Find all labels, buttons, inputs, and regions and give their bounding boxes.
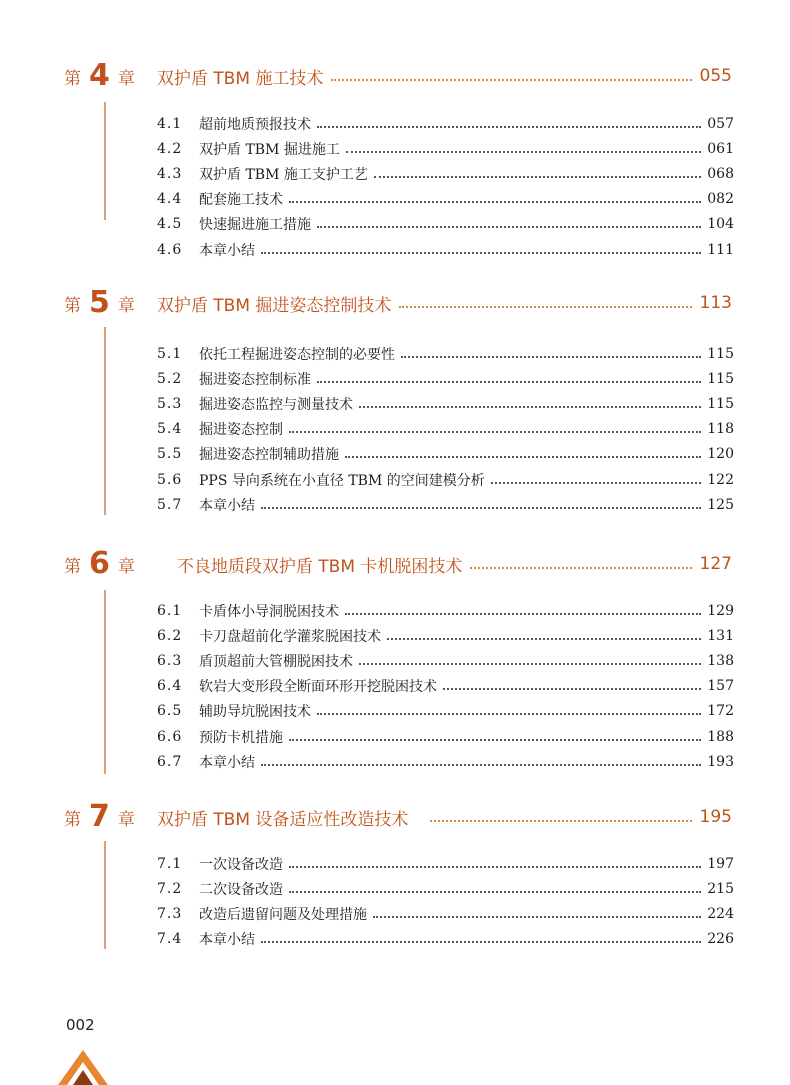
section-number: 7.2	[157, 880, 183, 897]
section-title: 本章小结	[199, 242, 255, 259]
section-page: 226	[707, 931, 734, 948]
leader-dots	[289, 431, 701, 433]
page-number: 002	[66, 1016, 95, 1034]
chapter-prefix: 第	[64, 295, 81, 316]
toc-entry[interactable]	[157, 623, 734, 648]
chapter-suffix: 章	[117, 556, 135, 577]
section-title: 双护盾 TBM 掘进施工	[199, 141, 340, 158]
leader-dots	[317, 226, 701, 228]
section-number: 5.5	[157, 446, 183, 463]
section-page: 122	[707, 471, 734, 488]
leader-dots	[359, 406, 701, 408]
section-page: 138	[707, 652, 734, 669]
leader-dots	[387, 638, 701, 640]
chapter-bar	[104, 102, 106, 220]
section-page: 120	[707, 446, 734, 463]
section-title: 二次设备改造	[199, 881, 283, 898]
leader-dots	[430, 820, 691, 822]
section-title: 双护盾 TBM 施工支护工艺	[199, 166, 368, 183]
leader-dots	[374, 176, 701, 178]
section-page: 115	[707, 395, 734, 412]
section-number: 6.4	[157, 678, 183, 695]
section-page: 111	[707, 241, 734, 258]
chapter-number: 7	[89, 799, 110, 834]
toc-entry[interactable]	[157, 648, 734, 673]
leader-dots	[317, 381, 701, 383]
section-list	[157, 598, 734, 774]
section-number: 7.3	[157, 905, 183, 922]
section-page: 197	[707, 855, 734, 872]
section-page: 115	[707, 345, 734, 362]
leader-dots	[401, 356, 701, 358]
section-list	[157, 851, 734, 952]
section-title: 快速掘进施工措施	[199, 217, 311, 234]
toc-entry[interactable]	[157, 598, 734, 623]
toc-entry[interactable]	[157, 492, 734, 517]
leader-dots	[443, 688, 701, 690]
chapter-4	[64, 58, 734, 259]
chapter-page: 195	[699, 807, 732, 827]
section-page: 104	[707, 216, 734, 233]
section-title: 软岩大变形段全断面环形开挖脱困技术	[199, 679, 437, 696]
section-title: 依托工程掘进姿态控制的必要性	[199, 346, 395, 363]
section-title: 掘进姿态控制	[199, 422, 283, 439]
section-number: 6.6	[157, 728, 183, 745]
chapter-suffix: 章	[117, 809, 135, 830]
chapter-page: 113	[699, 293, 732, 313]
chapter-suffix: 章	[117, 68, 135, 89]
section-number: 6.2	[157, 627, 183, 644]
chapter-number: 4	[89, 58, 110, 93]
chapter-suffix: 章	[117, 295, 135, 316]
toc-entry[interactable]	[157, 417, 734, 442]
toc-entry[interactable]	[157, 674, 734, 699]
toc-entry[interactable]	[157, 161, 734, 186]
toc-entry[interactable]	[157, 136, 734, 161]
leader-dots	[261, 764, 701, 766]
section-title: 辅助导坑脱困技术	[199, 704, 311, 721]
section-page: 131	[707, 627, 734, 644]
toc-entry[interactable]	[157, 724, 734, 749]
chapter-prefix: 第	[64, 68, 81, 89]
toc-entry[interactable]	[157, 212, 734, 237]
chapter-prefix: 第	[64, 809, 81, 830]
chapter-heading[interactable]	[64, 58, 732, 94]
leader-dots	[261, 252, 701, 254]
section-title: 卡盾体小导洞脱困技术	[199, 603, 339, 620]
section-number: 7.1	[157, 855, 183, 872]
leader-dots	[261, 941, 701, 943]
section-title: 本章小结	[199, 754, 255, 771]
section-page: 188	[707, 728, 734, 745]
leader-dots	[491, 482, 702, 484]
section-number: 4.1	[157, 115, 183, 132]
section-title: 掘进姿态控制辅助措施	[199, 447, 339, 464]
chapter-7	[64, 799, 734, 949]
chapter-heading[interactable]	[64, 285, 732, 321]
chapter-page: 127	[699, 554, 732, 574]
section-title: 本章小结	[199, 932, 255, 949]
section-number: 4.2	[157, 140, 183, 157]
section-title: 改造后遗留问题及处理措施	[199, 906, 367, 923]
leader-dots	[346, 151, 701, 153]
section-number: 6.5	[157, 703, 183, 720]
toc-entry[interactable]	[157, 111, 734, 136]
section-title: PPS 导向系统在小直径 TBM 的空间建模分析	[199, 472, 485, 489]
section-number: 6.7	[157, 753, 183, 770]
section-title: 盾顶超前大管棚脱困技术	[199, 653, 353, 670]
section-number: 7.4	[157, 931, 183, 948]
section-list	[157, 341, 734, 517]
leader-dots	[261, 507, 701, 509]
toc-entry[interactable]	[157, 851, 734, 876]
chapter-number: 6	[89, 546, 110, 581]
chapter-title: 双护盾 TBM 设备适应性改造技术	[156, 809, 409, 830]
leader-dots	[345, 456, 701, 458]
section-number: 4.5	[157, 216, 183, 233]
section-page: 082	[707, 191, 734, 208]
section-page: 068	[707, 165, 734, 182]
toc-entry[interactable]	[157, 901, 734, 926]
chapter-page: 055	[699, 66, 732, 86]
leader-dots	[289, 866, 701, 868]
section-page: 224	[707, 905, 734, 922]
section-number: 5.2	[157, 370, 183, 387]
section-number: 5.7	[157, 496, 183, 513]
section-title: 掘进姿态控制标准	[199, 371, 311, 388]
leader-dots	[317, 126, 701, 128]
leader-dots	[373, 916, 701, 918]
chapter-title: 双护盾 TBM 掘进姿态控制技术	[156, 295, 392, 316]
toc-entry[interactable]	[157, 699, 734, 724]
toc-entry[interactable]	[157, 237, 734, 262]
section-page: 193	[707, 753, 734, 770]
chapter-bar	[104, 327, 106, 515]
section-number: 4.4	[157, 191, 183, 208]
section-number: 5.6	[157, 471, 183, 488]
section-number: 5.1	[157, 345, 183, 362]
section-page: 118	[707, 421, 734, 438]
section-page: 157	[707, 678, 734, 695]
leader-dots	[289, 739, 701, 741]
corner-triangle-icon	[58, 1050, 108, 1085]
leader-dots	[345, 613, 701, 615]
section-page: 215	[707, 880, 734, 897]
chapter-heading[interactable]	[64, 546, 732, 582]
section-title: 预防卡机措施	[199, 729, 283, 746]
leader-dots	[359, 663, 701, 665]
section-number: 4.3	[157, 165, 183, 182]
leader-dots	[331, 79, 691, 81]
toc-entry[interactable]	[157, 366, 734, 391]
chapter-heading[interactable]	[64, 799, 732, 835]
section-title: 一次设备改造	[199, 856, 283, 873]
toc-entry[interactable]	[157, 927, 734, 952]
chapter-6	[64, 546, 734, 771]
leader-dots	[317, 713, 701, 715]
section-number: 6.3	[157, 652, 183, 669]
leader-dots	[289, 891, 701, 893]
section-page: 172	[707, 703, 734, 720]
section-page: 115	[707, 370, 734, 387]
toc-entry[interactable]	[157, 467, 734, 492]
toc-entry[interactable]	[157, 187, 734, 212]
toc-entry[interactable]	[157, 391, 734, 416]
chapter-title: 双护盾 TBM 施工技术	[156, 68, 324, 89]
chapter-5	[64, 285, 734, 514]
section-number: 5.4	[157, 421, 183, 438]
section-page: 057	[707, 115, 734, 132]
section-page: 061	[707, 140, 734, 157]
leader-dots	[399, 306, 691, 308]
section-title: 配套施工技术	[199, 192, 283, 209]
toc-entry[interactable]	[157, 749, 734, 774]
section-number: 4.6	[157, 241, 183, 258]
section-title: 卡刀盘超前化学灌浆脱困技术	[199, 628, 381, 645]
section-page: 129	[707, 602, 734, 619]
section-title: 掘进姿态监控与测量技术	[199, 396, 353, 413]
section-title: 本章小结	[199, 497, 255, 514]
toc-entry[interactable]	[157, 442, 734, 467]
chapter-title: 不良地质段双护盾 TBM 卡机脱困技术	[176, 556, 463, 577]
toc-entry[interactable]	[157, 876, 734, 901]
section-number: 6.1	[157, 602, 183, 619]
chapter-bar	[104, 841, 106, 949]
section-page: 125	[707, 496, 734, 513]
chapter-bar	[104, 590, 106, 774]
section-title: 超前地质预报技术	[199, 116, 311, 133]
leader-dots	[470, 567, 691, 569]
leader-dots	[289, 201, 701, 203]
section-list	[157, 111, 734, 262]
chapter-number: 5	[89, 285, 110, 320]
section-number: 5.3	[157, 395, 183, 412]
toc-entry[interactable]	[157, 341, 734, 366]
chapter-prefix: 第	[64, 556, 81, 577]
